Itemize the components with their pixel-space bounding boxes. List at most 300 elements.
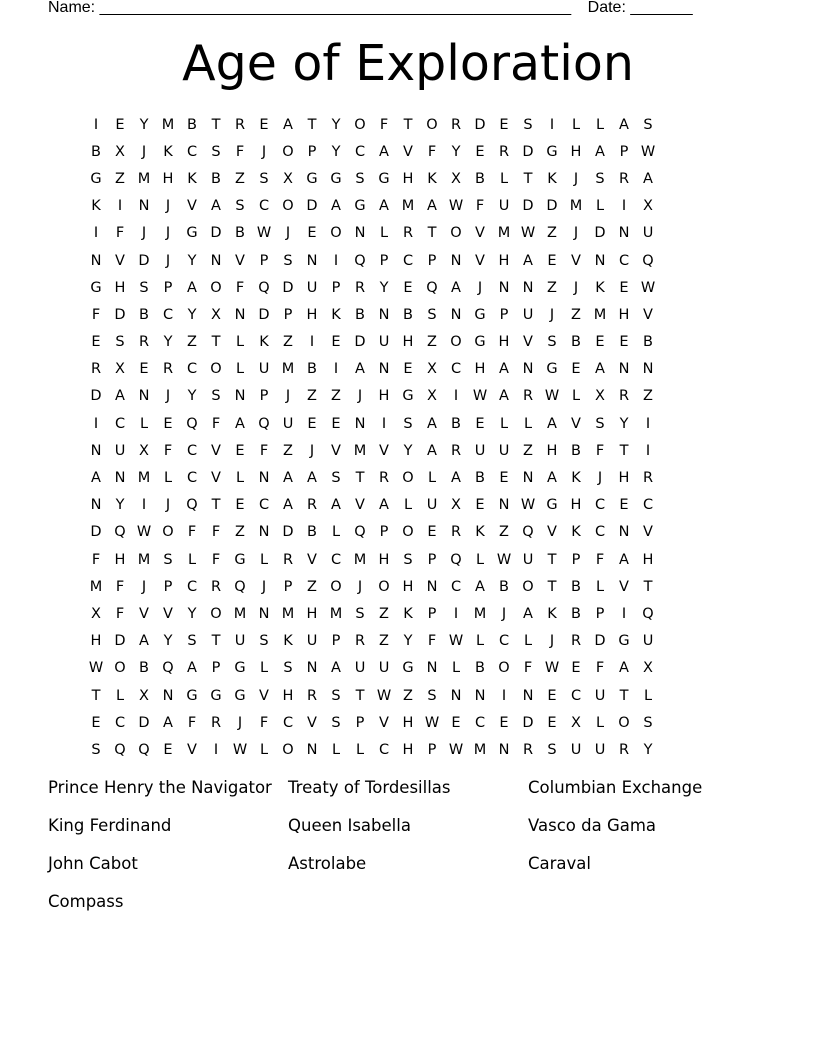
grid-letter: A	[619, 116, 629, 133]
grid-letter: I	[549, 116, 555, 133]
grid-letter: Z	[187, 334, 197, 351]
grid-letter: U	[258, 361, 270, 378]
grid-letter: N	[522, 361, 534, 378]
grid-letter: O	[402, 470, 414, 487]
grid-letter: E	[475, 143, 485, 160]
grid-row	[84, 519, 732, 546]
grid-letter: A	[163, 714, 173, 731]
grid-letter: Z	[331, 388, 341, 405]
grid-letter: U	[354, 660, 366, 677]
grid-letter: H	[570, 497, 582, 514]
grid-letter: T	[355, 687, 365, 704]
grid-letter: G	[474, 306, 486, 323]
grid-letter: V	[379, 442, 389, 459]
grid-letter: E	[499, 470, 509, 487]
grid-letter: G	[90, 170, 102, 187]
grid-letter: L	[427, 470, 437, 487]
grid-letter: S	[547, 741, 557, 758]
grid-letter: D	[546, 198, 558, 215]
grid-letter: V	[235, 252, 245, 269]
grid-letter: L	[475, 633, 485, 650]
grid-letter: D	[282, 279, 294, 296]
grid-letter: Z	[235, 170, 245, 187]
grid-letter: T	[619, 687, 629, 704]
grid-letter: X	[139, 442, 149, 459]
grid-letter: I	[141, 497, 147, 514]
grid-letter: L	[379, 225, 389, 242]
grid-letter: A	[331, 198, 341, 215]
grid-letter: K	[547, 170, 557, 187]
grid-letter: J	[285, 388, 291, 405]
grid-letter: Y	[139, 116, 149, 133]
grid-letter: A	[427, 198, 437, 215]
grid-letter: V	[211, 470, 221, 487]
grid-letter: Z	[307, 578, 317, 595]
grid-letter: L	[499, 170, 509, 187]
grid-letter: U	[498, 198, 510, 215]
grid-row	[84, 437, 732, 464]
grid-letter: E	[571, 361, 581, 378]
grid-letter: E	[475, 497, 485, 514]
grid-letter: D	[474, 116, 486, 133]
grid-letter: Q	[186, 497, 198, 514]
grid-letter: Q	[642, 252, 654, 269]
grid-letter: L	[331, 524, 341, 541]
grid-letter: G	[402, 388, 414, 405]
grid-letter: P	[427, 741, 437, 758]
grid-letter: H	[378, 551, 390, 568]
grid-letter: W	[472, 388, 488, 405]
grid-letter: J	[573, 170, 579, 187]
grid-letter: J	[141, 578, 147, 595]
grid-letter: C	[186, 442, 198, 459]
grid-letter: M	[329, 605, 343, 622]
grid-letter: A	[331, 497, 341, 514]
grid-letter: T	[211, 116, 221, 133]
grid-letter: A	[547, 415, 557, 432]
grid-letter: O	[114, 660, 126, 677]
grid-letter: I	[645, 442, 651, 459]
word-item: Compass	[48, 892, 124, 911]
grid-letter: B	[211, 170, 221, 187]
grid-letter: L	[139, 415, 149, 432]
grid-letter: J	[357, 388, 363, 405]
grid-letter: R	[306, 497, 318, 514]
grid-letter: J	[285, 225, 291, 242]
grid-letter: G	[234, 551, 246, 568]
grid-letter: O	[210, 279, 222, 296]
grid-letter: D	[138, 714, 150, 731]
grid-letter: V	[211, 442, 221, 459]
grid-letter: F	[211, 524, 221, 541]
grid-letter: N	[594, 252, 606, 269]
grid-letter: N	[306, 660, 318, 677]
grid-letter: J	[261, 578, 267, 595]
grid-letter: V	[163, 605, 173, 622]
grid-letter: E	[91, 714, 101, 731]
grid-letter: A	[619, 660, 629, 677]
grid-letter: Q	[234, 578, 246, 595]
grid-letter: S	[235, 198, 245, 215]
grid-letter: A	[139, 633, 149, 650]
grid-letter: S	[403, 551, 413, 568]
grid-letter: C	[162, 306, 174, 323]
grid-letter: L	[595, 578, 605, 595]
grid-row	[84, 193, 732, 220]
grid-letter: S	[331, 714, 341, 731]
grid-letter: B	[475, 170, 485, 187]
grid-letter: W	[136, 524, 152, 541]
grid-letter: R	[210, 578, 222, 595]
grid-letter: J	[237, 714, 243, 731]
grid-letter: P	[331, 633, 341, 650]
grid-letter: J	[309, 442, 315, 459]
grid-letter: Q	[354, 252, 366, 269]
grid-letter: S	[211, 388, 221, 405]
grid-letter: W	[376, 687, 392, 704]
grid-letter: A	[427, 442, 437, 459]
grid-letter: E	[139, 361, 149, 378]
grid-letter: I	[453, 605, 459, 622]
grid-letter: U	[642, 225, 654, 242]
grid-letter: W	[448, 741, 464, 758]
grid-row	[84, 165, 732, 192]
grid-letter: X	[451, 497, 461, 514]
grid-letter: D	[114, 633, 126, 650]
grid-letter: I	[309, 334, 315, 351]
grid-letter: C	[354, 143, 366, 160]
grid-letter: A	[379, 143, 389, 160]
grid-letter: X	[283, 170, 293, 187]
grid-letter: N	[90, 252, 102, 269]
grid-letter: W	[520, 225, 536, 242]
grid-letter: Q	[114, 524, 126, 541]
grid-letter: V	[643, 306, 653, 323]
grid-letter: B	[403, 306, 413, 323]
grid-letter: Y	[163, 334, 173, 351]
grid-letter: F	[187, 714, 197, 731]
grid-letter: C	[498, 633, 510, 650]
grid-letter: E	[451, 714, 461, 731]
grid-letter: B	[235, 225, 245, 242]
grid-letter: H	[282, 687, 294, 704]
grid-letter: A	[355, 361, 365, 378]
grid-letter: H	[402, 334, 414, 351]
grid-letter: F	[427, 633, 437, 650]
name-blank: _____________________________________________________	[99, 0, 572, 16]
grid-letter: R	[282, 551, 294, 568]
grid-letter: F	[91, 306, 101, 323]
grid-letter: B	[139, 660, 149, 677]
grid-letter: L	[259, 660, 269, 677]
grid-letter: M	[473, 605, 487, 622]
grid-letter: W	[640, 279, 656, 296]
grid-letter: Y	[115, 497, 125, 514]
grid-letter: B	[571, 442, 581, 459]
grid-letter: H	[402, 714, 414, 731]
grid-letter: O	[450, 334, 462, 351]
grid-letter: V	[571, 415, 581, 432]
grid-letter: M	[569, 198, 583, 215]
grid-letter: K	[91, 198, 101, 215]
grid-letter: A	[283, 497, 293, 514]
grid-letter: L	[523, 633, 533, 650]
grid-letter: J	[357, 578, 363, 595]
grid-letter: E	[115, 116, 125, 133]
grid-letter: B	[475, 660, 485, 677]
grid-letter: A	[595, 361, 605, 378]
grid-letter: J	[477, 279, 483, 296]
grid-letter: W	[496, 551, 512, 568]
name-date-line	[48, 0, 748, 18]
grid-letter: P	[499, 306, 509, 323]
grid-letter: Z	[379, 605, 389, 622]
grid-letter: T	[547, 551, 557, 568]
grid-letter: B	[355, 306, 365, 323]
grid-letter: G	[90, 279, 102, 296]
grid-letter: A	[91, 470, 101, 487]
grid-letter: A	[331, 660, 341, 677]
grid-letter: E	[259, 116, 269, 133]
grid-letter: O	[378, 578, 390, 595]
grid-letter: D	[138, 252, 150, 269]
grid-letter: F	[115, 605, 125, 622]
grid-letter: K	[571, 470, 581, 487]
grid-letter: H	[546, 442, 558, 459]
grid-letter: W	[448, 198, 464, 215]
grid-letter: U	[234, 633, 246, 650]
grid-letter: H	[402, 578, 414, 595]
grid-letter: P	[571, 551, 581, 568]
grid-row	[84, 410, 732, 437]
grid-letter: W	[256, 225, 272, 242]
grid-letter: I	[645, 415, 651, 432]
grid-letter: A	[595, 143, 605, 160]
grid-letter: X	[91, 605, 101, 622]
grid-letter: Y	[451, 143, 461, 160]
grid-letter: G	[546, 143, 558, 160]
grid-letter: X	[115, 361, 125, 378]
grid-row	[84, 736, 732, 763]
word-row	[48, 816, 768, 854]
grid-letter: N	[210, 252, 222, 269]
grid-letter: S	[547, 334, 557, 351]
name-label: Name:	[48, 0, 96, 16]
grid-letter: Q	[642, 605, 654, 622]
grid-letter: E	[619, 334, 629, 351]
grid-row	[84, 682, 732, 709]
grid-letter: R	[306, 687, 318, 704]
grid-letter: H	[642, 551, 654, 568]
grid-letter: C	[186, 578, 198, 595]
grid-letter: P	[307, 143, 317, 160]
grid-letter: A	[547, 470, 557, 487]
grid-letter: T	[523, 170, 533, 187]
grid-letter: U	[594, 741, 606, 758]
grid-letter: K	[595, 279, 605, 296]
grid-letter: N	[498, 497, 510, 514]
grid-letter: T	[427, 225, 437, 242]
grid-letter: K	[163, 143, 173, 160]
grid-letter: Y	[187, 605, 197, 622]
grid-letter: D	[306, 198, 318, 215]
grid-letter: E	[499, 116, 509, 133]
grid-letter: C	[186, 143, 198, 160]
grid-letter: S	[427, 687, 437, 704]
grid-letter: W	[424, 714, 440, 731]
grid-letter: E	[403, 279, 413, 296]
grid-letter: Q	[450, 551, 462, 568]
grid-letter: J	[165, 388, 171, 405]
grid-letter: L	[499, 415, 509, 432]
grid-letter: E	[475, 415, 485, 432]
grid-letter: Q	[354, 524, 366, 541]
grid-letter: A	[499, 388, 509, 405]
grid-letter: L	[187, 551, 197, 568]
grid-letter: K	[187, 170, 197, 187]
grid-letter: K	[283, 633, 293, 650]
grid-letter: M	[281, 605, 295, 622]
grid-letter: M	[137, 551, 151, 568]
grid-letter: S	[355, 605, 365, 622]
grid-letter: U	[306, 279, 318, 296]
grid-letter: R	[210, 714, 222, 731]
grid-letter: V	[523, 334, 533, 351]
grid-letter: E	[547, 714, 557, 731]
grid-letter: E	[619, 497, 629, 514]
grid-letter: U	[522, 551, 534, 568]
grid-letter: C	[114, 714, 126, 731]
grid-letter: O	[282, 143, 294, 160]
grid-letter: C	[258, 497, 270, 514]
grid-letter: N	[522, 279, 534, 296]
grid-letter: T	[211, 334, 221, 351]
grid-letter: D	[594, 225, 606, 242]
grid-letter: B	[571, 334, 581, 351]
grid-letter: J	[573, 279, 579, 296]
grid-letter: J	[501, 605, 507, 622]
grid-letter: S	[211, 143, 221, 160]
word-item: Caraval	[528, 854, 591, 873]
grid-letter: N	[522, 470, 534, 487]
grid-letter: M	[401, 198, 415, 215]
grid-letter: J	[165, 252, 171, 269]
grid-letter: N	[378, 306, 390, 323]
grid-letter: U	[498, 442, 510, 459]
grid-letter: S	[115, 334, 125, 351]
grid-letter: Z	[235, 524, 245, 541]
grid-letter: R	[618, 741, 630, 758]
grid-letter: X	[427, 388, 437, 405]
grid-letter: L	[595, 198, 605, 215]
grid-letter: O	[426, 116, 438, 133]
grid-letter: E	[307, 225, 317, 242]
grid-letter: O	[162, 524, 174, 541]
grid-letter: A	[523, 252, 533, 269]
grid-letter: O	[450, 225, 462, 242]
grid-letter: G	[186, 687, 198, 704]
grid-letter: L	[235, 361, 245, 378]
grid-letter: R	[354, 633, 366, 650]
grid-letter: I	[213, 741, 219, 758]
grid-letter: E	[619, 279, 629, 296]
grid-letter: R	[90, 361, 102, 378]
grid-letter: P	[331, 279, 341, 296]
grid-letter: M	[137, 470, 151, 487]
grid-letter: P	[379, 252, 389, 269]
grid-letter: L	[403, 497, 413, 514]
grid-letter: Z	[283, 442, 293, 459]
grid-letter: C	[330, 551, 342, 568]
grid-letter: A	[115, 388, 125, 405]
grid-letter: W	[88, 660, 104, 677]
grid-letter: R	[234, 116, 246, 133]
grid-letter: G	[402, 660, 414, 677]
grid-letter: O	[282, 741, 294, 758]
grid-letter: C	[570, 687, 582, 704]
grid-letter: R	[570, 633, 582, 650]
grid-letter: S	[595, 170, 605, 187]
grid-letter: J	[141, 225, 147, 242]
grid-letter: P	[259, 252, 269, 269]
grid-letter: S	[595, 415, 605, 432]
grid-letter: N	[90, 442, 102, 459]
grid-letter: I	[381, 415, 387, 432]
grid-letter: S	[139, 279, 149, 296]
grid-letter: H	[114, 551, 126, 568]
grid-letter: G	[618, 633, 630, 650]
grid-letter: T	[403, 116, 413, 133]
grid-letter: L	[571, 388, 581, 405]
grid-letter: C	[282, 714, 294, 731]
grid-letter: U	[474, 442, 486, 459]
grid-letter: J	[549, 633, 555, 650]
grid-letter: N	[306, 741, 318, 758]
grid-letter: G	[186, 225, 198, 242]
grid-letter: B	[451, 415, 461, 432]
grid-letter: L	[475, 551, 485, 568]
grid-letter: R	[162, 361, 174, 378]
grid-letter: C	[186, 361, 198, 378]
grid-letter: T	[619, 442, 629, 459]
grid-row	[84, 329, 732, 356]
grid-letter: R	[378, 470, 390, 487]
grid-letter: N	[450, 687, 462, 704]
grid-letter: A	[475, 578, 485, 595]
grid-letter: N	[138, 198, 150, 215]
grid-letter: H	[570, 143, 582, 160]
grid-letter: D	[522, 714, 534, 731]
grid-letter: X	[427, 361, 437, 378]
grid-letter: J	[573, 225, 579, 242]
grid-letter: V	[403, 143, 413, 160]
grid-letter: H	[618, 470, 630, 487]
grid-letter: S	[259, 170, 269, 187]
grid-letter: X	[643, 660, 653, 677]
grid-letter: U	[306, 633, 318, 650]
grid-letter: I	[501, 687, 507, 704]
grid-letter: T	[643, 578, 653, 595]
grid-letter: E	[163, 415, 173, 432]
grid-letter: N	[618, 361, 630, 378]
grid-letter: Z	[379, 633, 389, 650]
word-row	[48, 854, 768, 892]
grid-letter: C	[594, 497, 606, 514]
grid-letter: Z	[523, 442, 533, 459]
grid-letter: Z	[283, 334, 293, 351]
grid-letter: H	[162, 170, 174, 187]
grid-letter: L	[235, 334, 245, 351]
